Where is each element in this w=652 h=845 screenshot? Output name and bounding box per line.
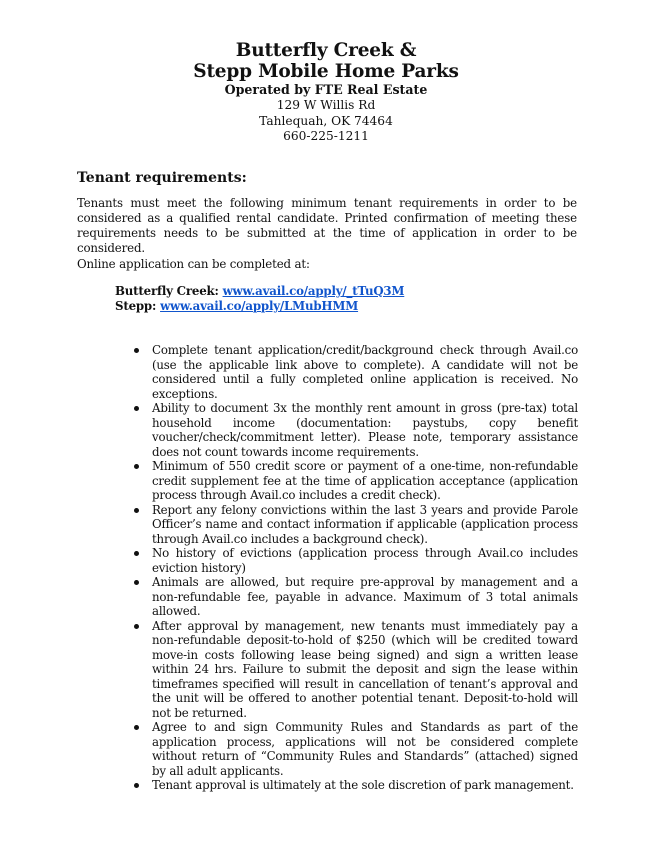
link-row-stepp: [115, 299, 404, 314]
intro-paragraph: Tenants must meet the following minimum tenant requirements in order to be considered as a qualified rental candidate. Printed confirmation of meeting these requirements needs to be submitted at the time of application in order to be considered.: [77, 196, 577, 255]
link-label: Butterfly Creek:: [115, 284, 219, 298]
requirement-text: After approval by management, new tenants must immediately pay a non-refundable deposit-to-hold of $250 (which will be credited toward move-in costs following lease being signed) and sign a written lease within 24 hrs. Failure to submit the deposit and sign the lease within timeframes specified will result in cancellation of tenant’s approval and the unit will be offered to another potential tenant. Deposit-to-hold will not be returned.: [152, 618, 578, 720]
butterfly-creek-link[interactable]: www.avail.co/apply/_tTuQ3M: [222, 284, 405, 298]
stepp-link[interactable]: www.avail.co/apply/LMubHMM: [160, 299, 359, 313]
requirement-text: No history of evictions (application process through Avail.co includes eviction history): [152, 546, 578, 575]
requirement-text: Animals are allowed, but require pre-approval by management and a non-refundable fee, payable in advance. Maximum of 3 total animals allowed.: [152, 575, 578, 618]
title-line-1: Butterfly Creek &: [235, 40, 417, 61]
bullet-icon: [134, 508, 139, 513]
address-city: Tahlequah, OK 74464: [259, 113, 393, 128]
section-heading: Tenant requirements:: [77, 170, 247, 186]
link-row-butterfly-creek: [115, 284, 404, 299]
phone-number: 660-225-1211: [283, 129, 369, 143]
online-application-label: Online application can be completed at:: [77, 257, 310, 271]
requirement-text: Ability to document 3x the monthly rent amount in gross (pre-tax) total household income (documentation: paystubs, copy benefit voucher/check/commitment letter). Please note, temporary assistance does not count towards income requirements.: [152, 401, 578, 459]
bullet-icon: [134, 725, 139, 730]
list-item: [133, 575, 578, 619]
requirement-text: Agree to and sign Community Rules and Standards as part of the application process, applications will not be considered complete without return of “Community Rules and Standards” (attached) signed by all adult applicants.: [152, 720, 578, 778]
requirement-text: Minimum of 550 credit score or payment of a one-time, non-refundable credit supplement fee at the time of application acceptance (application process through Avail.co includes a credit check).: [152, 459, 578, 502]
bullet-icon: [134, 348, 139, 353]
bullet-icon: [134, 406, 139, 411]
requirement-text: Complete tenant application/credit/background check through Avail.co (use the applicable link above to complete). A candidate will not be considered until a fully completed online application is received. No exceptions.: [152, 343, 578, 401]
operated-by: Operated by FTE Real Estate: [224, 82, 428, 97]
list-item: [133, 503, 578, 547]
application-links: [115, 284, 404, 314]
bullet-icon: [134, 624, 139, 629]
address-street: 129 W Willis Rd: [276, 98, 376, 112]
requirements-list: [133, 343, 578, 793]
list-item: [133, 720, 578, 778]
list-item: [133, 401, 578, 459]
list-item: [133, 343, 578, 401]
bullet-icon: [134, 783, 139, 788]
title-line-2: Stepp Mobile Home Parks: [193, 61, 459, 82]
bullet-icon: [134, 551, 139, 556]
list-item: [133, 546, 578, 575]
list-item: [133, 459, 578, 503]
list-item: [133, 619, 578, 721]
list-item: [133, 778, 578, 793]
link-label: Stepp:: [115, 299, 157, 313]
letterhead: [0, 40, 652, 145]
requirement-text: Tenant approval is ultimately at the sole discretion of park management.: [152, 778, 574, 792]
bullet-icon: [134, 464, 139, 469]
bullet-icon: [134, 580, 139, 585]
requirement-text: Report any felony convictions within the last 3 years and provide Parole Officer’s name and contact information if applicable (application process through Avail.co includes a background check).: [152, 502, 578, 546]
